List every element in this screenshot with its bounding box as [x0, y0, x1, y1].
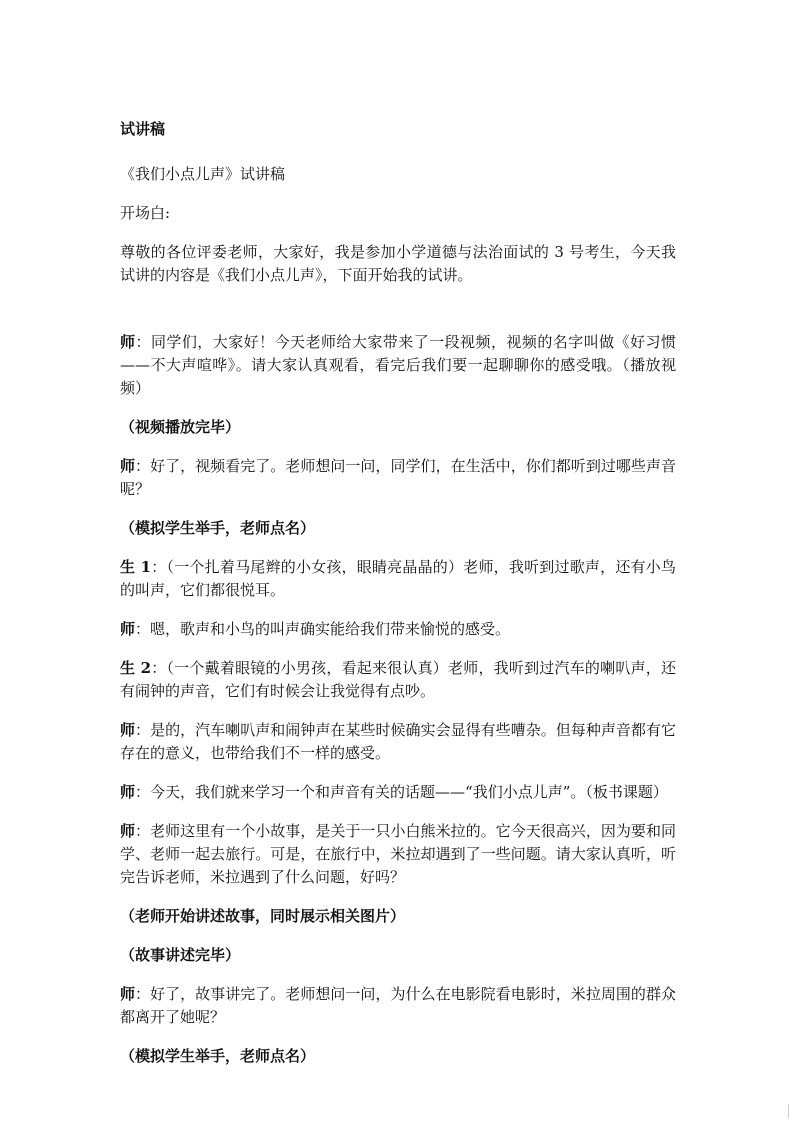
- dialogue-text: 嗯，歌声和小鸟的叫声确实能给我们带来愉悦的感受。: [150, 620, 511, 638]
- dialogue-paragraph: [120, 455, 676, 501]
- speaker-label: 师: [120, 620, 136, 638]
- opening-label: 开场白:: [120, 204, 171, 222]
- speaker-separator: ：: [135, 783, 151, 801]
- dialogue-text: （一个戴着眼镜的小男孩，看起来很认真）老师，我听到过汽车的喇叭声，还有闹钟的声音，它们有时候会让我觉得有点吵。: [120, 659, 676, 700]
- speaker-separator: ：: [135, 985, 151, 1003]
- speaker-label: 师: [120, 721, 136, 739]
- speaker-separator: ：: [135, 333, 151, 351]
- stage-direction: （老师开始讲述故事，同时展示相关图片）: [120, 907, 406, 925]
- script-body: [120, 331, 676, 1068]
- dialogue-text: 好了，视频看完了。老师想问一问，同学们，在生活中，你们都听到过哪些声音呢？: [120, 457, 676, 498]
- paragraph-spacer: [120, 303, 676, 331]
- dialogue-text: （一个扎着马尾辫的小女孩，眼睛亮晶晶的）老师，我听到过歌声，还有小鸟的叫声，它们都很悦耳。: [120, 558, 676, 599]
- speaker-label: 生 2: [120, 659, 152, 677]
- speaker-separator: ：: [135, 620, 151, 638]
- speaker-label: 生 1: [120, 558, 152, 576]
- speaker-label: 师: [120, 783, 136, 801]
- dialogue-text: 今天，我们就来学习一个和声音有关的话题——“我们小点儿声”。（板书课题）: [150, 783, 668, 801]
- stage-direction: （模拟学生举手，老师点名）: [120, 519, 316, 537]
- document-heading: 试讲稿: [120, 120, 166, 138]
- speaker-separator: ：: [151, 558, 167, 576]
- dialogue-paragraph: [120, 719, 676, 765]
- dialogue-text: 老师这里有一个小故事，是关于一只小白熊米拉的。它今天很高兴，因为要和同学、老师一起去旅行。可是，在旅行中，米拉却遇到了一些问题。请大家认真听，听完告诉老师，米拉遇到了什么问题，好吗？: [120, 822, 676, 886]
- dialogue-text: 是的，汽车喇叭声和闹钟声在某些时候确实会显得有些嘈杂。但每种声音都有它存在的意义，也带给我们不一样的感受。: [120, 721, 676, 762]
- document-body: [120, 118, 676, 1084]
- dialogue-paragraph: [120, 556, 676, 602]
- stage-direction: （视频播放完毕）: [120, 418, 241, 436]
- speaker-label: 师: [120, 985, 136, 1003]
- intro-paragraph: 尊敬的各位评委老师，大家好，我是参加小学道德与法治面试的 3 号考生，今天我试讲的内容是《我们小点儿声》，下面开始我的试讲。: [120, 243, 676, 284]
- dialogue-paragraph: [120, 983, 676, 1029]
- dialogue-paragraph: [120, 820, 676, 889]
- dialogue-text: 好了，故事讲完了。老师想问一问，为什么在电影院看电影时，米拉周围的群众都离开了她呢？: [120, 985, 676, 1026]
- speaker-label: 师: [120, 333, 136, 351]
- speaker-label: 师: [120, 457, 136, 475]
- dialogue-paragraph: [120, 781, 676, 804]
- dialogue-paragraph: [120, 657, 676, 703]
- stage-direction: （故事讲述完毕）: [120, 946, 241, 964]
- dialogue-text: 同学们，大家好！今天老师给大家带来了一段视频，视频的名字叫做《好习惯——不大声喧哗》。请大家认真观看，看完后我们要一起聊聊你的感受哦。（播放视频）: [120, 333, 676, 397]
- lesson-title: 《我们小点儿声》试讲稿: [120, 165, 286, 183]
- stage-direction: （模拟学生举手，老师点名）: [120, 1047, 316, 1065]
- speaker-label: 师: [120, 822, 136, 840]
- page-edge-mark: [788, 1104, 789, 1118]
- speaker-separator: ：: [135, 721, 151, 739]
- dialogue-paragraph: [120, 618, 676, 641]
- speaker-separator: ：: [135, 822, 151, 840]
- speaker-separator: ：: [135, 457, 151, 475]
- speaker-separator: ：: [151, 659, 167, 677]
- dialogue-paragraph: [120, 331, 676, 400]
